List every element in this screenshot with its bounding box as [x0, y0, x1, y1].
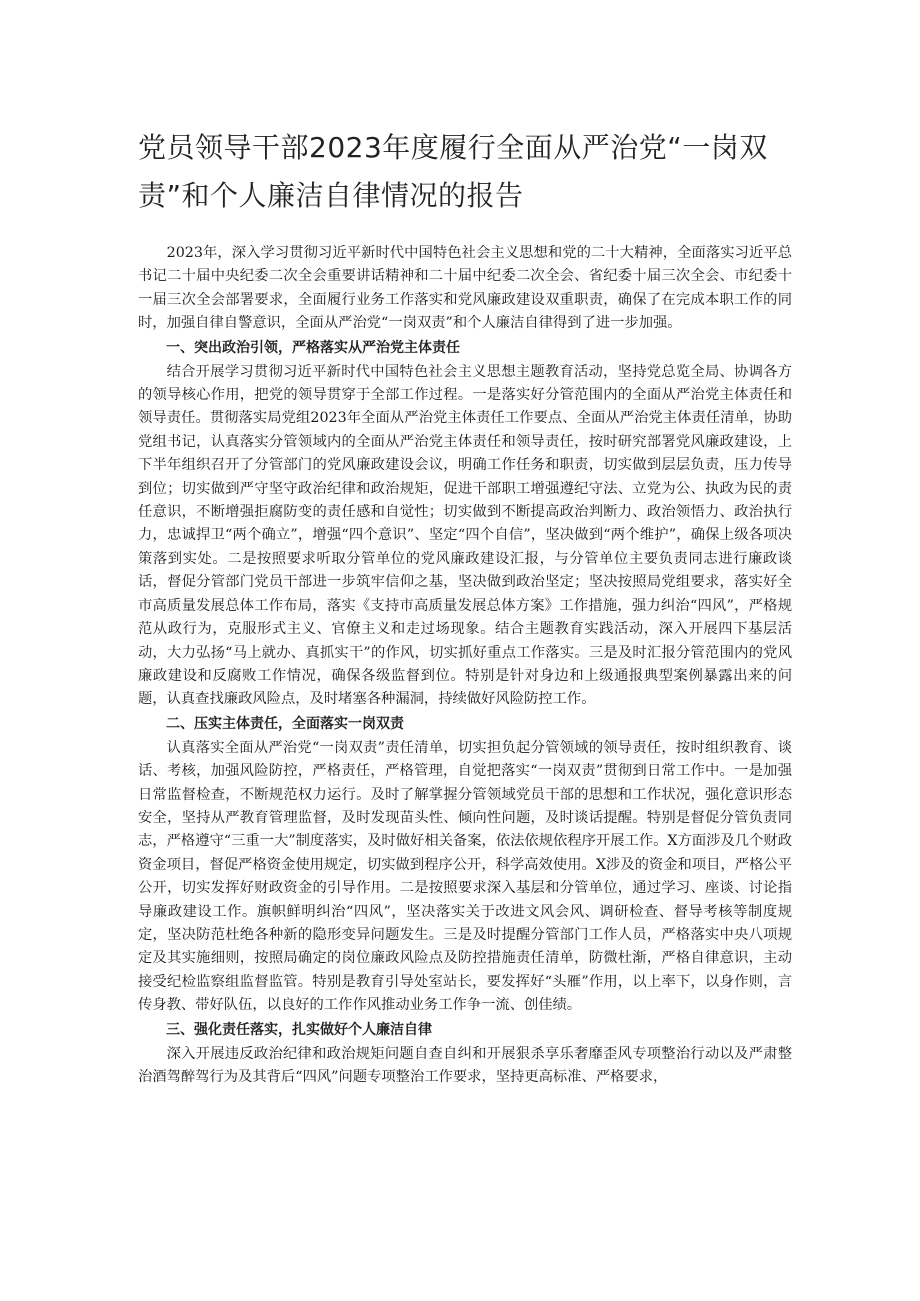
section-2	[138, 712, 792, 1018]
intro-paragraph: 2023年，深入学习贯彻习近平新时代中国特色社会主义思想和党的二十大精神，全面落实习近平总书记二十届中央纪委二次全会重要讲话精神和二十届中纪委二次全会、省纪委十届三次全会、市纪委十一届三次全会部署要求，全面履行业务工作落实和党风廉政建设双重职责，确保了在完成本职工作的同时，加强自律自警意识，全面从严治党“一岗双责”和个人廉洁自律得到了进一步加强。	[138, 245, 792, 332]
document-title: 党员领导干部2023年度履行全面从严治党“一岗双责”和个人廉洁自律情况的报告	[138, 131, 768, 212]
section-body: 结合开展学习贯彻习近平新时代中国特色社会主义思想主题教育活动，坚持党总览全局、协调各方的领导核心作用，把党的领导贯穿于全部工作过程。一是落实好分管范围内的全面从严治党主体责任和领导责任。贯彻落实局党组2023年全面从严治党主体责任工作要点、全面从严治党主体责任清单，协助党组书记，认真落实分管领域内的全面从严治党主体责任和领导责任，按时研究部署党风廉政建设，上下半年组织召开了分管部门的党风廉政建设会议，明确工作任务和职责，切实做到层层负责，压力传导到位；切实做到严守坚守政治纪律和政治规矩，促进干部职工增强遵纪守法、立党为公、执政为民的责任意识，不断增强拒腐防变的责任感和自觉性；切实做到不断提高政治判断力、政治领悟力、政治执行力，忠诚捍卫“两个确立”，增强“四个意识”、坚定“四个自信”，坚决做到“两个维护”，确保上级各项决策落到实处。二是按照要求听取分管单位的党风廉政建设汇报，与分管单位主要负责同志进行廉政谈话，督促分管部门党员干部进一步筑牢信仰之基，坚决做到政治坚定；坚决按照局党组要求，落实好全市高质量发展总体工作布局，落实《支持市高质量发展总体方案》工作措施，强力纠治“四风”，严格规范从政行为，克服形式主义、官僚主义和走过场现象。结合主题教育实践活动，深入开展四下基层活动，大力弘扬“马上就办、真抓实干”的作风，切实抓好重点工作落实。三是及时汇报分管范围内的党风廉政建设和反腐败工作情况，确保各级监督到位。特别是针对身边和上级通报典型案例暴露出来的问题，认真查找廉政风险点，及时堵塞各种漏洞，持续做好风险防控工作。	[138, 363, 792, 708]
section-heading: 二、压实主体责任，全面落实一岗双责	[166, 715, 404, 732]
section-heading: 一、突出政治引领，严格落实从严治党主体责任	[166, 339, 460, 356]
section-heading: 三、强化责任落实，扎实做好个人廉洁自律	[166, 1021, 432, 1038]
document-page	[138, 124, 792, 1089]
section-body: 认真落实全面从严治党“一岗双责”责任清单，切实担负起分管领域的领导责任，按时组织教育、谈话、考核，加强风险防控，严格责任，严格管理，自觉把落实“一岗双责”贯彻到日常工作中。一是加强日常监督检查，不断规范权力运行。及时了解掌握分管领域党员干部的思想和工作状况，强化意识形态安全，坚持从严教育管理监督，及时发现苗头性、倾向性问题，及时谈话提醒。特别是督促分管负责同志，严格遵守“三重一大”制度落实，及时做好相关备案，依法依规依程序开展工作。X方面涉及几个财政资金项目，督促严格资金使用规定，切实做到程序公开，科学高效使用。X涉及的资金和项目，严格公平公开，切实发挥好财政资金的引导作用。二是按照要求深入基层和分管单位，通过学习、座谈、讨论指导廉政建设工作。旗帜鲜明纠治“四风”，坚决落实关于改进文风会风、调研检查、督导考核等制度规定，坚决防范杜绝各种新的隐形变异问题发生。三是及时提醒分管部门工作人员，严格落实中央八项规定及其实施细则，按照局确定的岗位廉政风险点及防控措施责任清单，防微杜渐，严格自律意识，主动接受纪检监察组监督监管。特别是教育引导处室站长，要发挥好“头雁”作用，以上率下，以身作则，言传身教、带好队伍，以良好的工作作风推动业务工作争一流、创佳绩。	[138, 739, 792, 1014]
section-3	[138, 1018, 792, 1090]
section-1	[138, 336, 792, 712]
section-body: 深入开展违反政治纪律和政治规矩问题自查自纠和开展狠杀享乐奢靡歪风专项整治行动以及严肃整治酒驾醉驾行为及其背后“四风”问题专项整治工作要求，坚持更高标准、严格要求，	[138, 1045, 792, 1085]
